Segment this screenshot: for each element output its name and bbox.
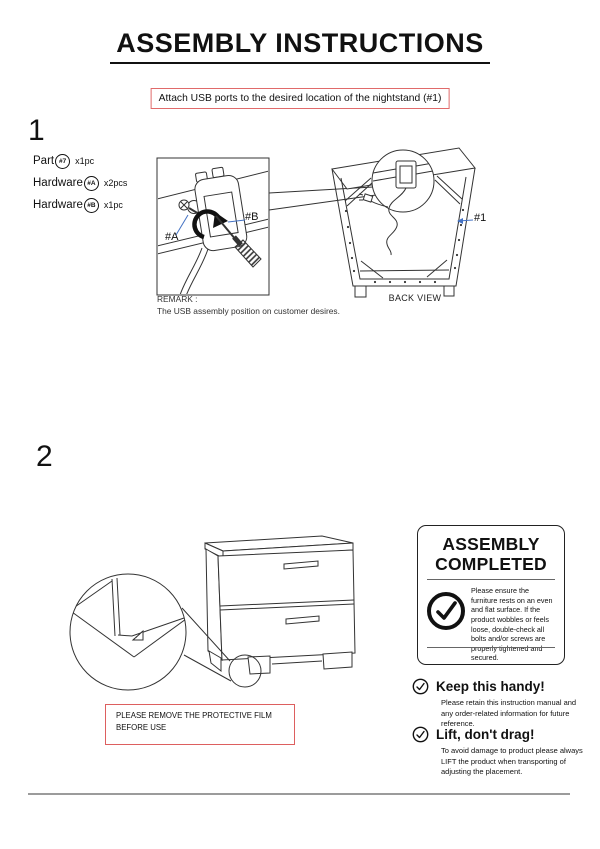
part-row [33, 172, 127, 194]
completed-body: Please ensure the furniture rests on an even and flat surface. If the product wobbles or feels loose, double-check all bolts and/or screws are properly tightened and secured. [471, 586, 553, 663]
film-notice-line2: BEFORE USE [116, 722, 167, 732]
note-title: Lift, don't drag! [436, 727, 535, 742]
note-title: Keep this handy! [436, 679, 545, 694]
remark-text: The USB assembly position on customer desires. [157, 306, 340, 317]
film-notice-line1: PLEASE REMOVE THE PROTECTIVE FILM [116, 711, 272, 720]
assembly-completed-box [417, 525, 565, 665]
completed-title-line1: ASSEMBLY [442, 534, 540, 554]
check-circle-icon [412, 726, 429, 743]
label-hardware-b: #B [245, 211, 259, 223]
corner-detail-lens [70, 574, 186, 690]
remark-title: REMARK : [157, 294, 198, 304]
film-notice [105, 704, 295, 745]
nightstand-front [205, 536, 355, 674]
usb-detail-inset [157, 158, 269, 296]
remark [157, 293, 340, 317]
note-keep-handy [412, 678, 584, 730]
divider [427, 647, 555, 648]
magnifier-circle [372, 150, 434, 212]
note-lift-dont-drag [412, 726, 584, 778]
label-hardware-a: #A [165, 231, 179, 243]
part-name: Hardware [33, 199, 83, 211]
step1-parts-list [33, 150, 127, 216]
step1-number: 1 [28, 114, 45, 147]
instruction-banner: Attach USB ports to the desired location of the nightstand (#1) [151, 88, 450, 109]
part-qty: x1pc [75, 156, 95, 166]
check-circle-icon [412, 678, 429, 695]
step2-number: 2 [36, 440, 53, 473]
step2-diagram [60, 505, 420, 705]
screw-dots [345, 209, 464, 283]
back-view-caption: BACK VIEW [388, 293, 442, 303]
part-row [33, 194, 127, 216]
completed-title-line2: COMPLETED [435, 553, 547, 574]
part-qty: x2pcs [103, 178, 128, 188]
part-ref-badge: #B [84, 198, 99, 213]
part-ref-badge: #7 [55, 154, 70, 169]
part-name: Part [33, 155, 55, 167]
part-row [33, 150, 127, 172]
page-title [0, 28, 600, 64]
part-ref-badge: #A [84, 176, 99, 191]
note-body: To avoid damage to product please always LIFT the product when transporting of adjusting the placement. [441, 746, 583, 776]
page-title-text: ASSEMBLY INSTRUCTIONS [110, 28, 490, 64]
page-bottom-divider [28, 793, 570, 795]
divider [427, 579, 555, 580]
part-name: Hardware [33, 177, 83, 189]
part-qty: x1pc [103, 200, 123, 210]
callout-line [269, 195, 376, 210]
check-circle-icon [425, 590, 467, 632]
completed-title [424, 535, 558, 574]
label-part-1: #1 [474, 212, 487, 224]
note-body: Please retain this instruction manual and any order-related information for future reference. [441, 698, 577, 728]
